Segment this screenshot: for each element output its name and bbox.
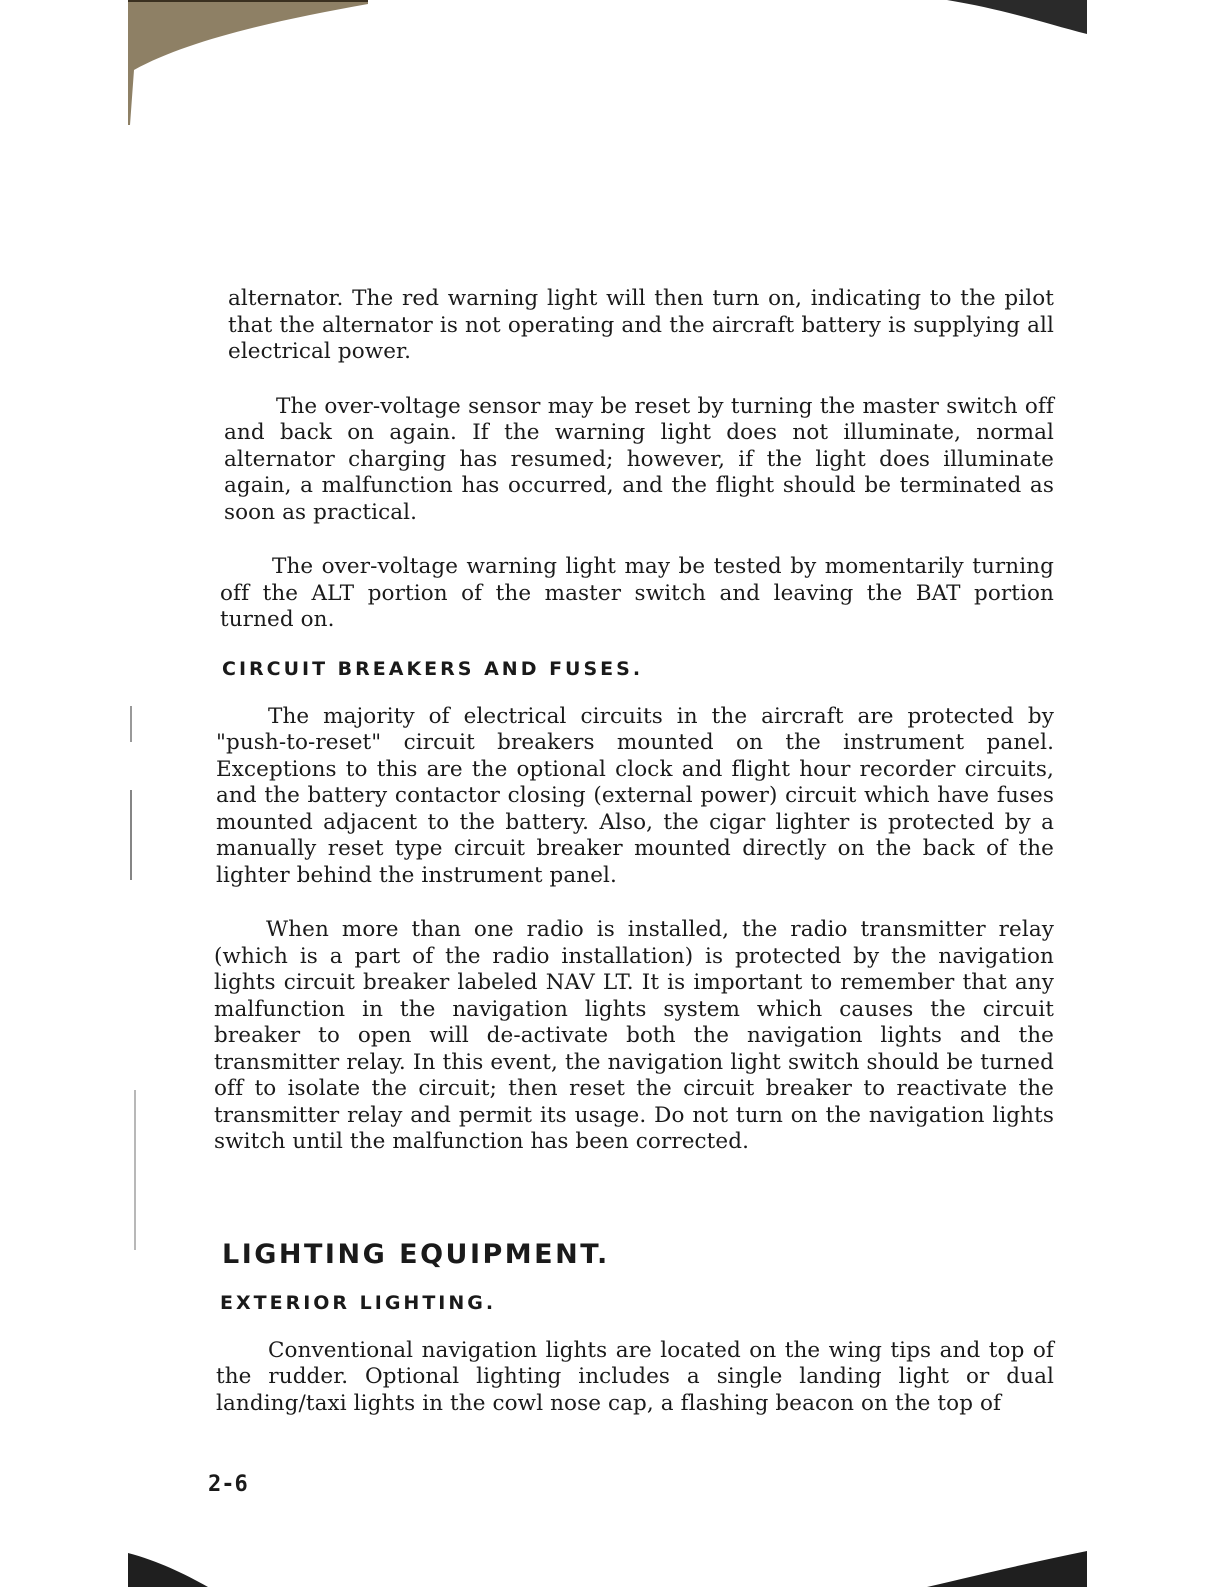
section-subheading: CIRCUIT BREAKERS AND FUSES. <box>222 657 644 680</box>
page-number: 2-6 <box>208 1472 248 1497</box>
margin-mark <box>130 790 132 880</box>
page-body <box>214 286 1054 1417</box>
page-corner-top-left <box>128 0 368 125</box>
paragraph: The over-voltage sensor may be reset by turning the master switch off and back on again. If the warning light does not illuminate, normal alternator charging has resumed; however, if the light does illuminate again, a malfunction has occurred, and the flight should be terminated as soon as practical. <box>224 393 1054 525</box>
margin-mark <box>130 706 132 742</box>
paragraph: The over-voltage warning light may be tested by momentarily turning off the ALT portion of the master switch and leaving the BAT portion turned on. <box>220 554 1054 632</box>
page-corner-bottom-right <box>927 1547 1087 1587</box>
section-heading: LIGHTING EQUIPMENT. <box>222 1238 610 1270</box>
page-corner-top-right <box>947 0 1087 40</box>
paragraph: Conventional navigation lights are located on the wing tips and top of the rudder. Optional lighting includes a single landing light or dual landing/taxi lights in the cowl nose cap, a flashing beacon on the top of <box>216 1337 1054 1416</box>
section-subheading: EXTERIOR LIGHTING. <box>220 1291 497 1314</box>
paragraph: The majority of electrical circuits in the aircraft are protected by "push-to-reset" circuit breakers mounted on the instrument panel. Exceptions to this are the optional clock and flight hour recorder circuits, and the battery contactor closing (external power) circuit which have fuses mounted adjacent to the battery. Also, the cigar lighter is protected by a manually reset type circuit breaker mounted directly on the back of the lighter behind the instrument panel. <box>216 703 1054 888</box>
paragraph: alternator. The red warning light will then turn on, indicating to the pilot that the alternator is not operating and the aircraft battery is supplying all electrical power. <box>228 286 1054 364</box>
page-corner-bottom-left <box>128 1547 208 1587</box>
paragraph: When more than one radio is installed, the radio transmitter relay (which is a part of the radio installation) is protected by the navigation lights circuit breaker labeled NAV LT. It is important to remember that any malfunction in the navigation lights system which causes the circuit breaker to open will de-activate both the navigation lights and the transmitter relay. In this event, the navigation light switch should be turned off to isolate the circuit; then reset the circuit breaker to reactivate the transmitter relay and permit its usage. Do not turn on the navigation lights switch until the malfunction has been corrected. <box>214 917 1054 1154</box>
margin-mark <box>134 1090 136 1250</box>
